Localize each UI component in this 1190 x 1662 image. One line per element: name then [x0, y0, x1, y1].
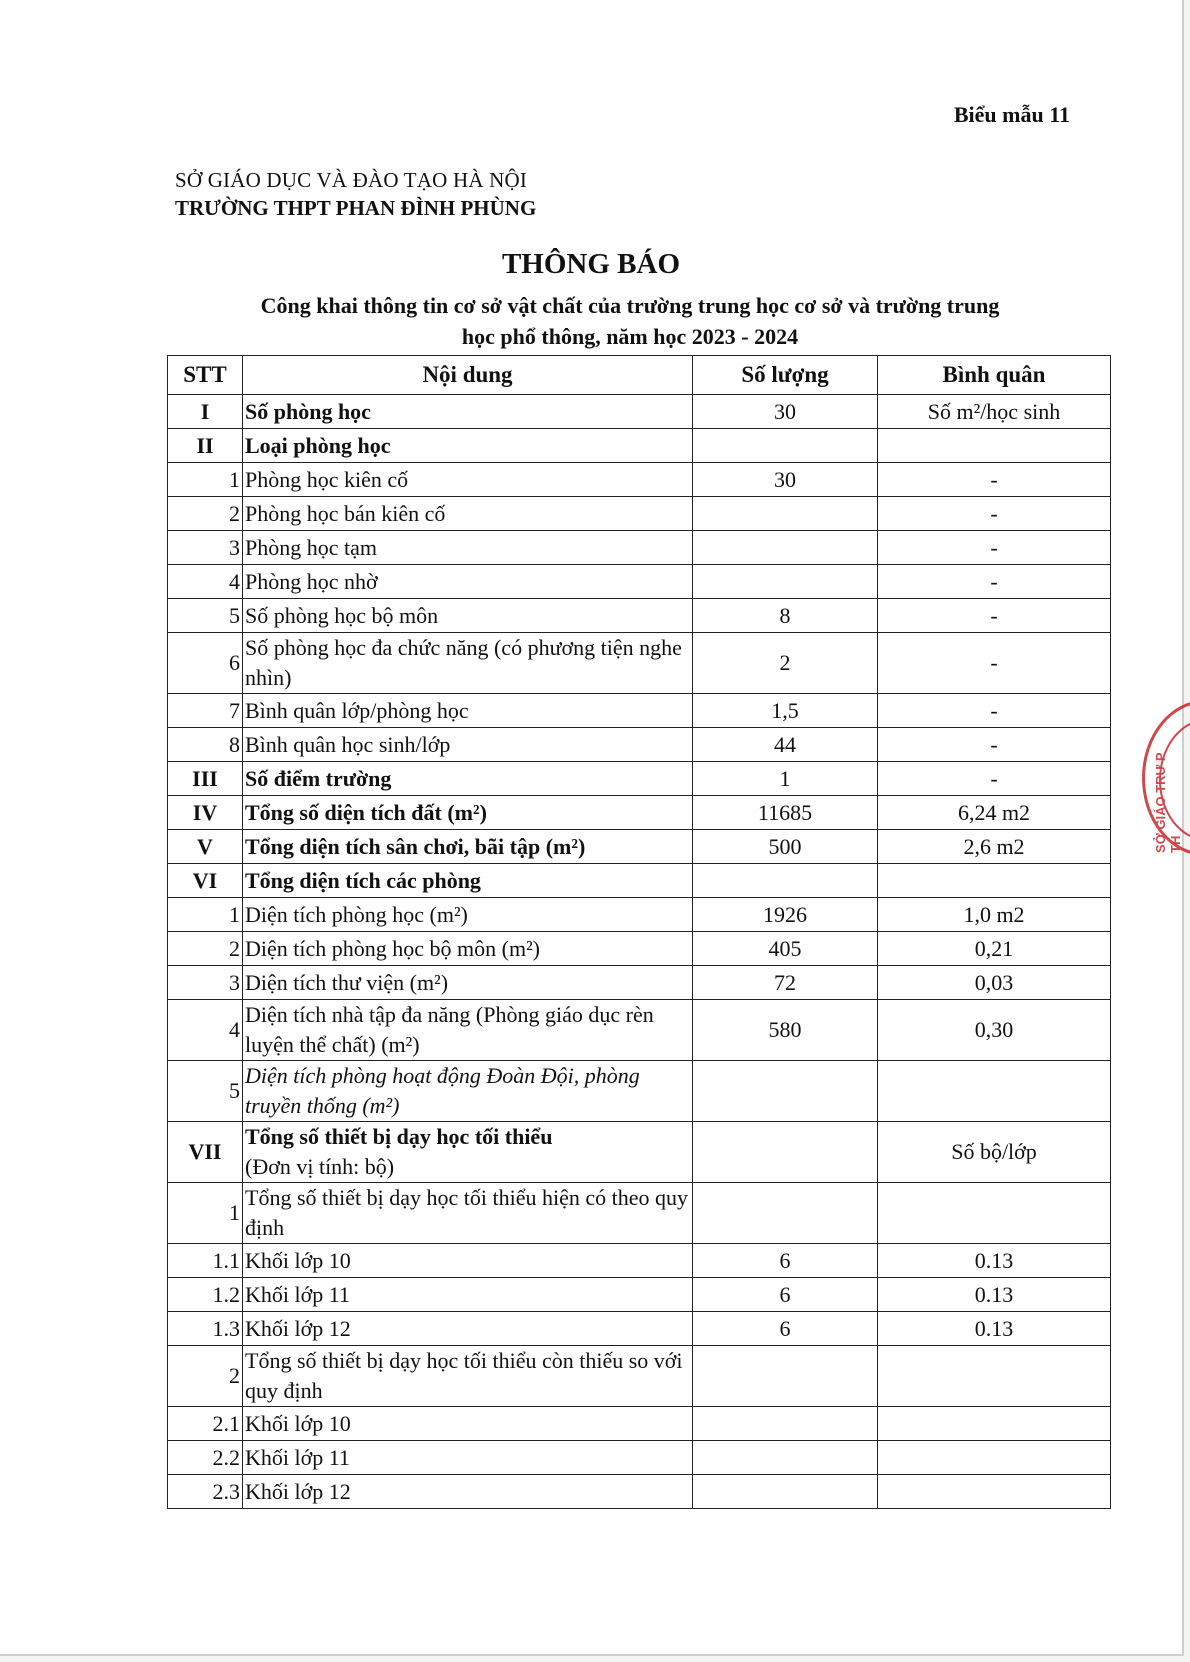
row-stt: 8 [168, 728, 243, 762]
row-quantity: 30 [693, 395, 878, 429]
row-content: Tổng số thiết bị dạy học tối thiểu hiện có theo quy định [243, 1183, 693, 1244]
row-quantity: 2 [693, 633, 878, 694]
page-title: THÔNG BÁO [501, 248, 681, 280]
row-quantity [693, 1122, 878, 1183]
seal-text: SỞ GIÁO TRƯ P TH [1153, 752, 1183, 853]
row-stt: 5 [168, 599, 243, 633]
table-row [168, 633, 1111, 694]
row-content: Phòng học tạm [243, 531, 693, 565]
table-row [168, 1407, 1111, 1441]
row-average: - [878, 531, 1111, 565]
table-row [168, 1000, 1111, 1061]
row-content: Khối lớp 10 [243, 1244, 693, 1278]
row-content: Diện tích phòng học bộ môn (m²) [243, 932, 693, 966]
subtitle-line-1: Công khai thông tin cơ sở vật chất của trường trung học cơ sở và trường trung [260, 293, 1000, 318]
row-average [878, 1346, 1111, 1407]
row-quantity: 1 [693, 762, 878, 796]
row-average: 0.13 [878, 1312, 1111, 1346]
row-quantity: 8 [693, 599, 878, 633]
facilities-table [167, 355, 1111, 1509]
row-quantity [693, 1061, 878, 1122]
row-content: Khối lớp 10 [243, 1407, 693, 1441]
row-stt: VI [168, 864, 243, 898]
row-average [878, 429, 1111, 463]
row-stt: II [168, 429, 243, 463]
row-content: Số phòng học đa chức năng (có phương tiện nghe nhìn) [243, 633, 693, 694]
row-content: Tổng số thiết bị dạy học tối thiểu còn thiếu so với quy định [243, 1346, 693, 1407]
row-content [243, 1122, 693, 1183]
row-quantity: 405 [693, 932, 878, 966]
row-stt: I [168, 395, 243, 429]
table-row [168, 1183, 1111, 1244]
page-subtitle [180, 290, 1080, 352]
row-stt: 7 [168, 694, 243, 728]
row-average [878, 1441, 1111, 1475]
table-row [168, 932, 1111, 966]
table-row [168, 1244, 1111, 1278]
table-row [168, 531, 1111, 565]
row-quantity: 6 [693, 1244, 878, 1278]
row-average: - [878, 633, 1111, 694]
row-content-title: Tổng số thiết bị dạy học tối thiểu [245, 1124, 553, 1149]
row-average: - [878, 599, 1111, 633]
row-average [878, 1183, 1111, 1244]
row-quantity: 580 [693, 1000, 878, 1061]
row-stt: 1.1 [168, 1244, 243, 1278]
row-content: Số phòng học bộ môn [243, 599, 693, 633]
table-row [168, 864, 1111, 898]
row-quantity: 30 [693, 463, 878, 497]
row-stt: 2.2 [168, 1441, 243, 1475]
row-average: 0,30 [878, 1000, 1111, 1061]
table-row [168, 762, 1111, 796]
subtitle-line-2: học phổ thông, năm học 2023 - 2024 [461, 324, 799, 349]
table-row [168, 1441, 1111, 1475]
row-stt: V [168, 830, 243, 864]
row-content: Diện tích nhà tập đa năng (Phòng giáo dục rèn luyện thể chất) (m²) [243, 1000, 693, 1061]
row-stt: 1.2 [168, 1278, 243, 1312]
row-quantity: 1926 [693, 898, 878, 932]
row-average [878, 1407, 1111, 1441]
table-row [168, 429, 1111, 463]
row-content: Tổng số diện tích đất (m²) [243, 796, 693, 830]
table-row [168, 830, 1111, 864]
row-average: Số m²/học sinh [878, 395, 1111, 429]
row-content: Tổng diện tích các phòng [243, 864, 693, 898]
school-name: TRƯỜNG THPT PHAN ĐÌNH PHÙNG [175, 196, 537, 220]
row-stt: 1.3 [168, 1312, 243, 1346]
row-average: 0.13 [878, 1244, 1111, 1278]
row-quantity: 1,5 [693, 694, 878, 728]
row-quantity: 44 [693, 728, 878, 762]
table-row [168, 1278, 1111, 1312]
header-quantity: Số lượng [693, 356, 878, 395]
row-average: 6,24 m2 [878, 796, 1111, 830]
row-average [878, 864, 1111, 898]
row-average: - [878, 463, 1111, 497]
header-average: Bình quân [878, 356, 1111, 395]
row-content: Diện tích thư viện (m²) [243, 966, 693, 1000]
row-content: Phòng học bán kiên cố [243, 497, 693, 531]
row-quantity [693, 1475, 878, 1509]
row-stt: 3 [168, 531, 243, 565]
table-row [168, 1122, 1111, 1183]
table-row [168, 599, 1111, 633]
row-average: 0,21 [878, 932, 1111, 966]
table-row [168, 728, 1111, 762]
table-row [168, 796, 1111, 830]
row-content: Khối lớp 11 [243, 1441, 693, 1475]
row-stt: 6 [168, 633, 243, 694]
row-quantity [693, 1407, 878, 1441]
header-stt: STT [168, 356, 243, 395]
row-content: Khối lớp 12 [243, 1475, 693, 1509]
table-row [168, 497, 1111, 531]
row-stt: III [168, 762, 243, 796]
row-content: Diện tích phòng học (m²) [243, 898, 693, 932]
row-quantity [693, 429, 878, 463]
row-quantity: 72 [693, 966, 878, 1000]
row-stt: 1 [168, 463, 243, 497]
row-stt: 2 [168, 497, 243, 531]
row-average: - [878, 728, 1111, 762]
table-header-row [168, 356, 1111, 395]
table-row [168, 966, 1111, 1000]
table-row [168, 694, 1111, 728]
row-average [878, 1475, 1111, 1509]
row-stt: 1 [168, 1183, 243, 1244]
table-row [168, 463, 1111, 497]
table-row [168, 1312, 1111, 1346]
row-content: Phòng học nhờ [243, 565, 693, 599]
row-content: Bình quân học sinh/lớp [243, 728, 693, 762]
row-stt: VII [168, 1122, 243, 1183]
row-quantity [693, 497, 878, 531]
row-content-note: (Đơn vị tính: bộ) [245, 1154, 395, 1179]
row-average: 2,6 m2 [878, 830, 1111, 864]
form-code: Biểu mẫu 11 [953, 102, 1070, 127]
row-stt: 2.3 [168, 1475, 243, 1509]
row-quantity [693, 1183, 878, 1244]
row-quantity: 500 [693, 830, 878, 864]
row-stt: 4 [168, 1000, 243, 1061]
table-row [168, 898, 1111, 932]
row-quantity: 11685 [693, 796, 878, 830]
row-stt: IV [168, 796, 243, 830]
row-average: - [878, 762, 1111, 796]
row-quantity: 6 [693, 1278, 878, 1312]
row-stt: 2.1 [168, 1407, 243, 1441]
row-content: Số điểm trường [243, 762, 693, 796]
table-row [168, 1061, 1111, 1122]
table-row [168, 565, 1111, 599]
row-content: Bình quân lớp/phòng học [243, 694, 693, 728]
row-stt: 2 [168, 932, 243, 966]
row-stt: 4 [168, 565, 243, 599]
row-quantity [693, 1441, 878, 1475]
row-stt: 5 [168, 1061, 243, 1122]
row-average: 0.13 [878, 1278, 1111, 1312]
row-content: Diện tích phòng hoạt động Đoàn Đội, phòng truyền thống (m²) [243, 1061, 693, 1122]
row-content: Khối lớp 12 [243, 1312, 693, 1346]
row-average: - [878, 565, 1111, 599]
row-quantity: 6 [693, 1312, 878, 1346]
row-average: 0,03 [878, 966, 1111, 1000]
row-quantity [693, 864, 878, 898]
row-stt: 1 [168, 898, 243, 932]
row-average: - [878, 497, 1111, 531]
row-average: - [878, 694, 1111, 728]
row-content: Loại phòng học [243, 429, 693, 463]
row-content: Tổng diện tích sân chơi, bãi tập (m²) [243, 830, 693, 864]
row-content: Phòng học kiên cố [243, 463, 693, 497]
row-quantity [693, 1346, 878, 1407]
row-stt: 3 [168, 966, 243, 1000]
department-name: SỞ GIÁO DỤC VÀ ĐÀO TẠO HÀ NỘI [175, 168, 528, 192]
row-average: Số bộ/lớp [878, 1122, 1111, 1183]
row-content: Số phòng học [243, 395, 693, 429]
row-average [878, 1061, 1111, 1122]
row-average: 1,0 m2 [878, 898, 1111, 932]
header-content: Nội dung [243, 356, 693, 395]
table-row [168, 1475, 1111, 1509]
row-content: Khối lớp 11 [243, 1278, 693, 1312]
row-stt: 2 [168, 1346, 243, 1407]
row-quantity [693, 531, 878, 565]
row-quantity [693, 565, 878, 599]
table-row [168, 395, 1111, 429]
table-row [168, 1346, 1111, 1407]
